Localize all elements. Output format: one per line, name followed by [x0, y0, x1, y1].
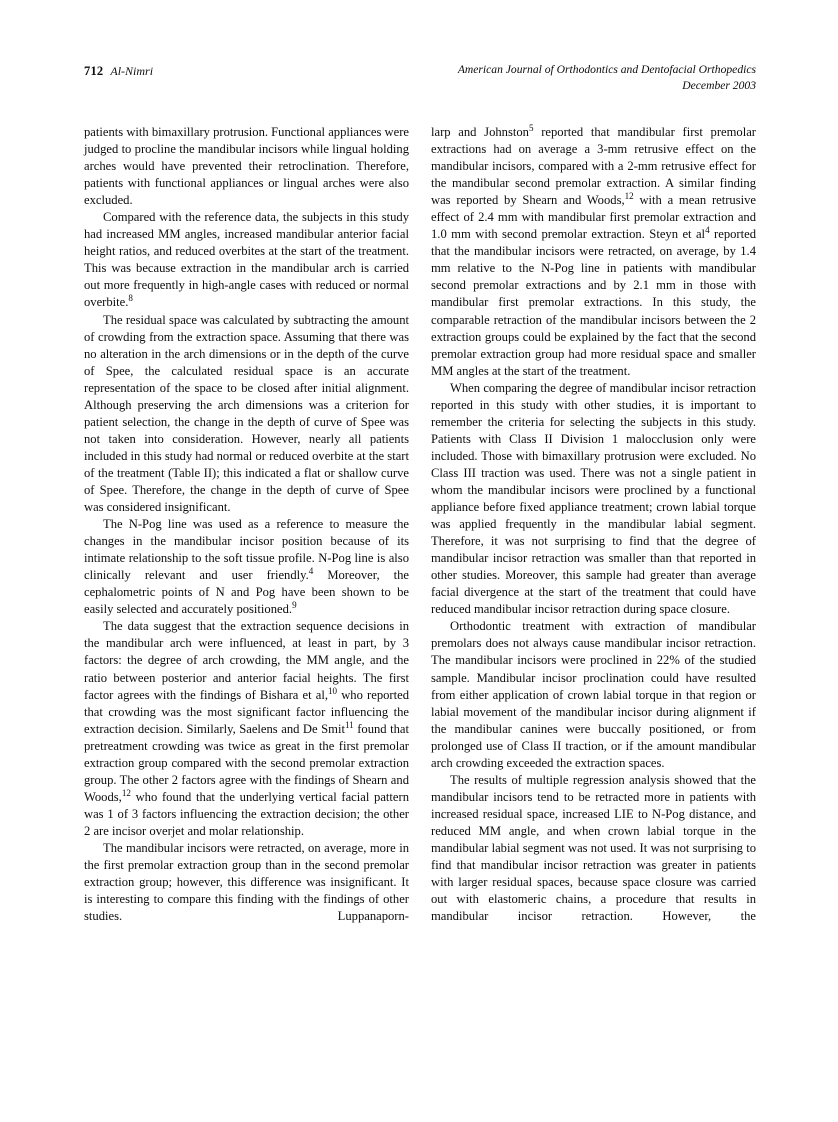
running-head-author: Al-Nimri [110, 64, 154, 78]
reference-superscript: 5 [528, 122, 534, 133]
reference-superscript: 12 [624, 191, 634, 201]
reference-superscript: 4 [705, 225, 710, 236]
reference-superscript: 10 [328, 685, 338, 696]
page-number: 712 [84, 64, 104, 78]
reference-superscript: 9 [292, 600, 297, 611]
journal-title: American Journal of Orthodontics and Dentofacial Orthopedics [457, 63, 756, 76]
running-head [84, 62, 756, 96]
reference-superscript: 8 [128, 293, 133, 304]
paragraph: When comparing the degree of mandibular incisor retraction reported in this study with other studies, it is important to remember the criteria for selecting the subjects in this study. Patients with Class II Division 1 malocclusion only were included. Those with bimaxillary protrusion were excluded. No Class III traction was used. There was not a single patient in whom the mandibular incisors were proclined by a functional appliance before fixed appliance treatment; crown labial torque was applied frequently in the mandibular labial segment. Therefore, it was not surprising to find that the degree of mandibular incisor retraction was smaller than that reported in other studies. Moreover, this sample had greater than average facial divergence at the start of the treatment that could have reduced mandibular incisor retraction during space closure. [431, 380, 756, 617]
reference-superscript: 4 [308, 566, 314, 577]
column-right [431, 124, 756, 925]
paragraph: The mandibular incisors were retracted, on average, more in the first premolar extraction group than in the second premolar extraction group; however, this difference was insignificant. It is interesting to compare this finding with the findings of other studies. Luppanaporn- [84, 840, 409, 924]
reference-superscript: 11 [344, 719, 354, 730]
paragraph: larp and Johnston$^5$ reported that mandibular first premolar extractions had on average a 3-mm retrusive effect on the mandibular incisors, compared with a 2-mm retrusive effect for the mandibular second premolar extraction. A similar finding was reported by Shearn and Woods,$^{12}$ with a mean retrusive effect of 2.4 mm with mandibular first premolar extraction and 1.0 mm with second premolar extraction. Steyn et $al^4$ reported that the mandibular incisors were retracted, on average, by 1.4 mm relative to the N-Pog line in patients with mandibular second premolar extractions and by 2.1 mm in those with mandibular first premolar extractions. In this study, the comparable retraction of the mandibular incisors between the 2 extraction groups could be explained by the fact that the second premolar extraction group had more residual space and smaller MM angles at the start of the treatment. [431, 122, 757, 378]
running-head-right [458, 62, 756, 94]
paragraph: patients with bimaxillary protrusion. Functional appliances were judged to procline the mandibular incisors while lingual holding arches would have prevented their retroclination. Therefore, patients with functional appliances or lingual arches were also excluded. [84, 125, 409, 208]
reference-superscript: 12 [121, 787, 131, 798]
running-head-left [84, 62, 153, 80]
issue-date: December 2003 [682, 79, 756, 92]
paragraph: The N-Pog line was used as a reference to measure the changes in the mandibular incisor position because of its intimate relationship to the soft tissue profile. N-Pog line is also clinically relevant and user friendly.$^4$ Moreover, the cephalometric points of N and Pog have been shown to be easily selected and accurately positioned.$^9$ [84, 517, 409, 617]
paragraph: The data suggest that the extraction sequence decisions in the mandibular arch were influenced, at least in part, by 3 factors: the degree of arch crowding, the MM angle, and the ratio between posterior and anterior facial heights. The first factor agrees with the findings of Bishara et al,$^{10}$ who reported that crowding was the most significant factor influencing the extraction decision. Similarly, Saelens and De Smit$^{11}$ found that pretreatment crowding was twice as great in the first premolar extraction group compared with the second premolar extraction group. The other 2 factors agree with the findings of Shearn and Woods,$^{12}$ who found that the underlying vertical facial pattern was 1 of 3 factors influencing the extraction decision; the other 2 are incisor overjet and molar relationship. [84, 619, 409, 838]
paragraph: Orthodontic treatment with extraction of mandibular premolars does not always cause mandibular incisor retraction. The mandibular incisors were proclined in 22% of the studied sample. Mandibular incisor proclination could have resulted from either application of crown labial torque in that region or labial movement of the mandibular incisor during alignment if the mandibular canines were buccally positioned, or from prolonged use of Class II traction, or if the amount mandibular arch crowding exceeded the extraction spaces. [431, 619, 756, 770]
paragraph: The results of multiple regression analysis showed that the mandibular incisors tend to be retracted more in patients with increased residual space, increased LIE to N-Pog distance, and reduced MM angle, and when crown labial torque in the mandibular labial segment was not used. It was not surprising to find that mandibular incisor retraction was greater in patients with larger residual spaces, because space closure was carried out with elastomeric chains, a procedure that results in mandibular incisor retraction. However, the [431, 772, 756, 924]
column-left [84, 124, 409, 925]
paragraph: The residual space was calculated by subtracting the amount of crowding from the extraction space. Assuming that there was no alteration in the arch dimensions or in the depth of the curve of Spee, the calculated residual space is an accurate representation of the space to be closed after initial alignment. Although preserving the arch dimensions was a criterion for patient selection, the change in the depth of curve of Spee was not taken into consideration. However, nearly all patients included in this study had normal or reduced overbite at the start of the treatment (Table II); this indicated a flat or shallow curve of Spee. Therefore, the change in the depth of curve of Spee was considered insignificant. [84, 312, 409, 515]
body-columns [84, 124, 756, 1044]
paragraph: Compared with the reference data, the subjects in this study had increased MM angles, increased mandibular anterior facial height ratios, and reduced overbites at the start of the treatment. This was because extraction in the mandibular arch is carried out more frequently in high-angle cases with reduced or normal overbite.$^8$ [84, 210, 409, 310]
